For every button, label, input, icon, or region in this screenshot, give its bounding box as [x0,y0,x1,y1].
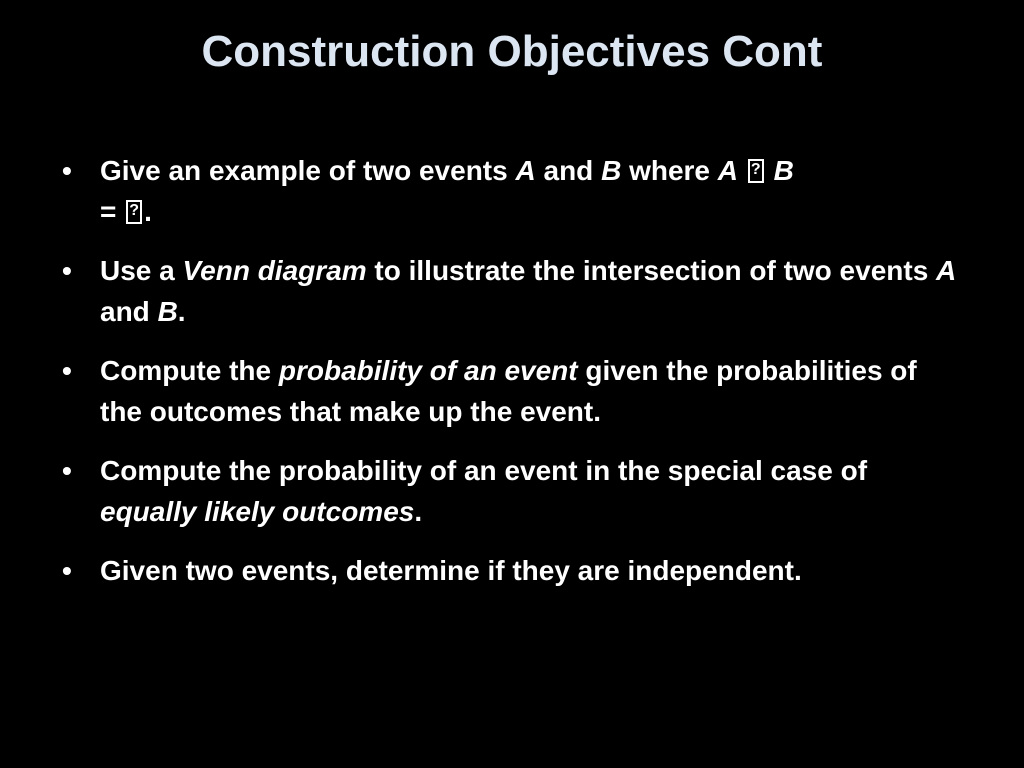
text-run: to illustrate the intersection of two events [366,255,937,286]
bullet-text [100,555,802,586]
text-run: where [621,155,718,186]
text-run: Use a [100,255,183,286]
bullet-text [100,155,794,227]
bullet-marker: • [62,155,72,186]
text-run: given the probabilities of the outcomes that make up the event. [100,355,917,427]
bullet-text [100,355,917,427]
event-a: A [515,155,536,186]
event-a: A [936,255,957,286]
text-run: and [100,296,158,327]
text-run: Compute the probability of an event in the special case of [100,455,868,486]
text-run: and [535,155,602,186]
event-b: B [601,155,622,186]
bullet-item [62,550,962,591]
text-run: Given two events, determine if they are independent. [100,555,802,586]
text-run: . [414,496,423,527]
bullet-item [62,150,962,232]
italic-term: Venn diagram [182,255,367,286]
bullet-marker: • [62,455,72,486]
bullet-list [62,150,962,609]
bullet-item [62,350,962,432]
event-a: A [717,155,739,186]
bullet-marker: • [62,555,72,586]
event-b: B [157,296,178,327]
missing-glyph-icon [748,159,764,183]
text-run: . [177,296,186,327]
event-b: B [773,155,794,186]
italic-term: probability of an event [278,355,578,386]
bullet-item [62,450,962,532]
slide-title: Construction Objectives Cont [201,27,823,76]
bullet-marker: • [62,355,72,386]
text-run: = [100,196,125,227]
missing-glyph-icon [126,200,142,224]
italic-term: equally likely outcomes [100,496,415,527]
text-run: . [144,196,152,227]
bullet-text [100,455,867,527]
bullet-item [62,250,962,332]
bullet-marker: • [62,255,72,286]
text-run: Give an example of two events [100,155,516,186]
text-run: Compute the [100,355,279,386]
bullet-text [100,255,956,327]
